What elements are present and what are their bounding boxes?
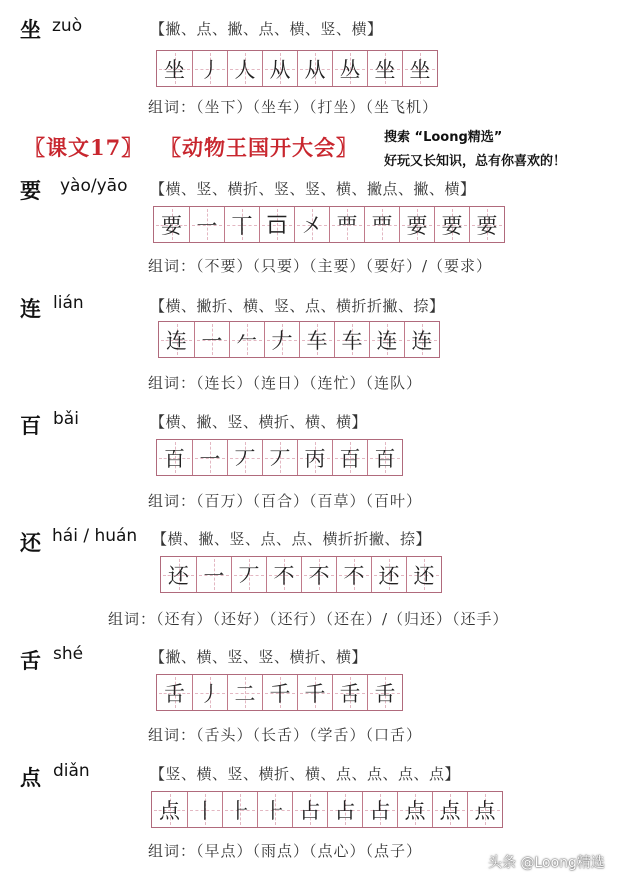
- entry-pinyin: hái / huán: [52, 526, 138, 546]
- grid-cell: 连: [404, 322, 439, 357]
- stroke-grid: [151, 791, 503, 828]
- stroke-grid: [156, 674, 403, 711]
- stroke-grid: [158, 321, 440, 358]
- grid-cell: 舌: [157, 675, 192, 710]
- entry-char: 百: [20, 414, 41, 438]
- word-list: 组词：（舌头）（长舌）（学舌）（口舌）: [148, 726, 423, 744]
- word-list: 组词：（不要）（只要）（主要）（要好）/（要求）: [148, 257, 493, 275]
- grid-cell: 一: [192, 440, 227, 475]
- grid-cell: 丅: [224, 207, 259, 242]
- grid-cell: 一: [194, 322, 229, 357]
- grid-cell: 点: [397, 792, 432, 827]
- grid-cell: 从: [262, 51, 297, 86]
- stroke-grid: [156, 439, 403, 476]
- grid-cell: 点: [152, 792, 187, 827]
- watermark: 头条 @Loong精选: [488, 855, 605, 871]
- lesson-number: 〖课文17〗: [24, 135, 144, 160]
- grid-cell: 一: [196, 557, 231, 592]
- grid-cell: 要: [154, 207, 189, 242]
- stroke-order: 【竖、横、竖、横折、横、点、点、点、点】: [150, 765, 461, 783]
- grid-cell: 要: [399, 207, 434, 242]
- grid-cell: 𠮛: [259, 207, 294, 242]
- grid-cell: 丿: [192, 675, 227, 710]
- word-list: 组词：（百万）（百合）（百草）（百叶）: [148, 492, 423, 510]
- word-list: 组词：（连长）（连日）（连忙）（连队）: [148, 374, 423, 392]
- grid-cell: 坐: [367, 51, 402, 86]
- grid-cell: 丆: [227, 440, 262, 475]
- grid-cell: 千: [262, 675, 297, 710]
- grid-cell: 占: [292, 792, 327, 827]
- grid-cell: 百: [157, 440, 192, 475]
- stroke-grid: [153, 206, 505, 243]
- grid-cell: 𠂉: [229, 322, 264, 357]
- entry-char: 舌: [20, 649, 41, 673]
- grid-cell: 不: [301, 557, 336, 592]
- grid-cell: 占: [327, 792, 362, 827]
- entry-pinyin: yào/yāo: [60, 176, 128, 196]
- entry-pinyin: lián: [53, 293, 84, 313]
- grid-cell: 百: [367, 440, 402, 475]
- grid-cell: 二: [227, 675, 262, 710]
- stroke-order: 【撇、点、撇、点、横、竖、横】: [150, 20, 383, 38]
- grid-cell: 还: [371, 557, 406, 592]
- grid-cell: 点: [467, 792, 502, 827]
- entry-pinyin: diǎn: [53, 761, 90, 781]
- grid-cell: 丆: [231, 557, 266, 592]
- grid-cell: 人: [227, 51, 262, 86]
- grid-cell: 覀: [329, 207, 364, 242]
- grid-cell: 㐅: [294, 207, 329, 242]
- stroke-grid: [160, 556, 442, 593]
- grid-cell: 还: [161, 557, 196, 592]
- grid-cell: 车: [299, 322, 334, 357]
- entry-pinyin: zuò: [52, 16, 83, 36]
- grid-cell: ⺊: [222, 792, 257, 827]
- entry-char: 还: [20, 531, 41, 555]
- word-list: 组词：（早点）（雨点）（点心）（点子）: [148, 842, 423, 860]
- grid-cell: 要: [434, 207, 469, 242]
- grid-cell: 占: [362, 792, 397, 827]
- grid-cell: ⺊: [257, 792, 292, 827]
- grid-cell: 车: [334, 322, 369, 357]
- grid-cell: 丙: [297, 440, 332, 475]
- grid-cell: 丛: [332, 51, 367, 86]
- grid-cell: 一: [189, 207, 224, 242]
- grid-cell: 点: [432, 792, 467, 827]
- word-list: 组词：（还有）（还好）（还行）（还在）/（归还）（还手）: [108, 610, 509, 628]
- grid-cell: 丿: [192, 51, 227, 86]
- stroke-order: 【横、竖、横折、竖、竖、横、撇点、撇、横】: [150, 180, 476, 198]
- stroke-order: 【横、撇、竖、横折、横、横】: [150, 413, 368, 431]
- grid-cell: 要: [469, 207, 504, 242]
- grid-cell: 丆: [262, 440, 297, 475]
- promo-line-2: 好玩又长知识，总有你喜欢的！: [384, 154, 567, 169]
- grid-cell: 百: [332, 440, 367, 475]
- stroke-order: 【撇、横、竖、竖、横折、横】: [150, 648, 368, 666]
- stroke-order: 【横、撇折、横、竖、点、横折折撇、捺】: [150, 297, 445, 315]
- stroke-order: 【横、撇、竖、点、点、横折折撇、捺】: [152, 530, 432, 548]
- entry-pinyin: bǎi: [53, 409, 79, 429]
- entry-char: 点: [20, 766, 41, 790]
- grid-cell: 舌: [367, 675, 402, 710]
- grid-cell: 舌: [332, 675, 367, 710]
- grid-cell: 坐: [157, 51, 192, 86]
- grid-cell: 覀: [364, 207, 399, 242]
- grid-cell: 不: [336, 557, 371, 592]
- grid-cell: 连: [369, 322, 404, 357]
- grid-cell: 连: [159, 322, 194, 357]
- grid-cell: 不: [266, 557, 301, 592]
- grid-cell: 从: [297, 51, 332, 86]
- entry-char: 连: [20, 297, 41, 321]
- grid-cell: 坐: [402, 51, 437, 86]
- grid-cell: 丨: [187, 792, 222, 827]
- word-list: 组词：（坐下）（坐车）（打坐）（坐飞机）: [148, 98, 439, 116]
- grid-cell: 𠂇: [264, 322, 299, 357]
- entry-pinyin: shé: [53, 644, 84, 664]
- stroke-grid: [156, 50, 438, 87]
- grid-cell: 还: [406, 557, 441, 592]
- promo-line-1: 搜索 “Loong精选”: [384, 130, 503, 145]
- grid-cell: 千: [297, 675, 332, 710]
- entry-char: 要: [20, 179, 41, 203]
- entry-char: 坐: [20, 18, 41, 42]
- lesson-title: 〖动物王国开大会〗: [160, 135, 358, 160]
